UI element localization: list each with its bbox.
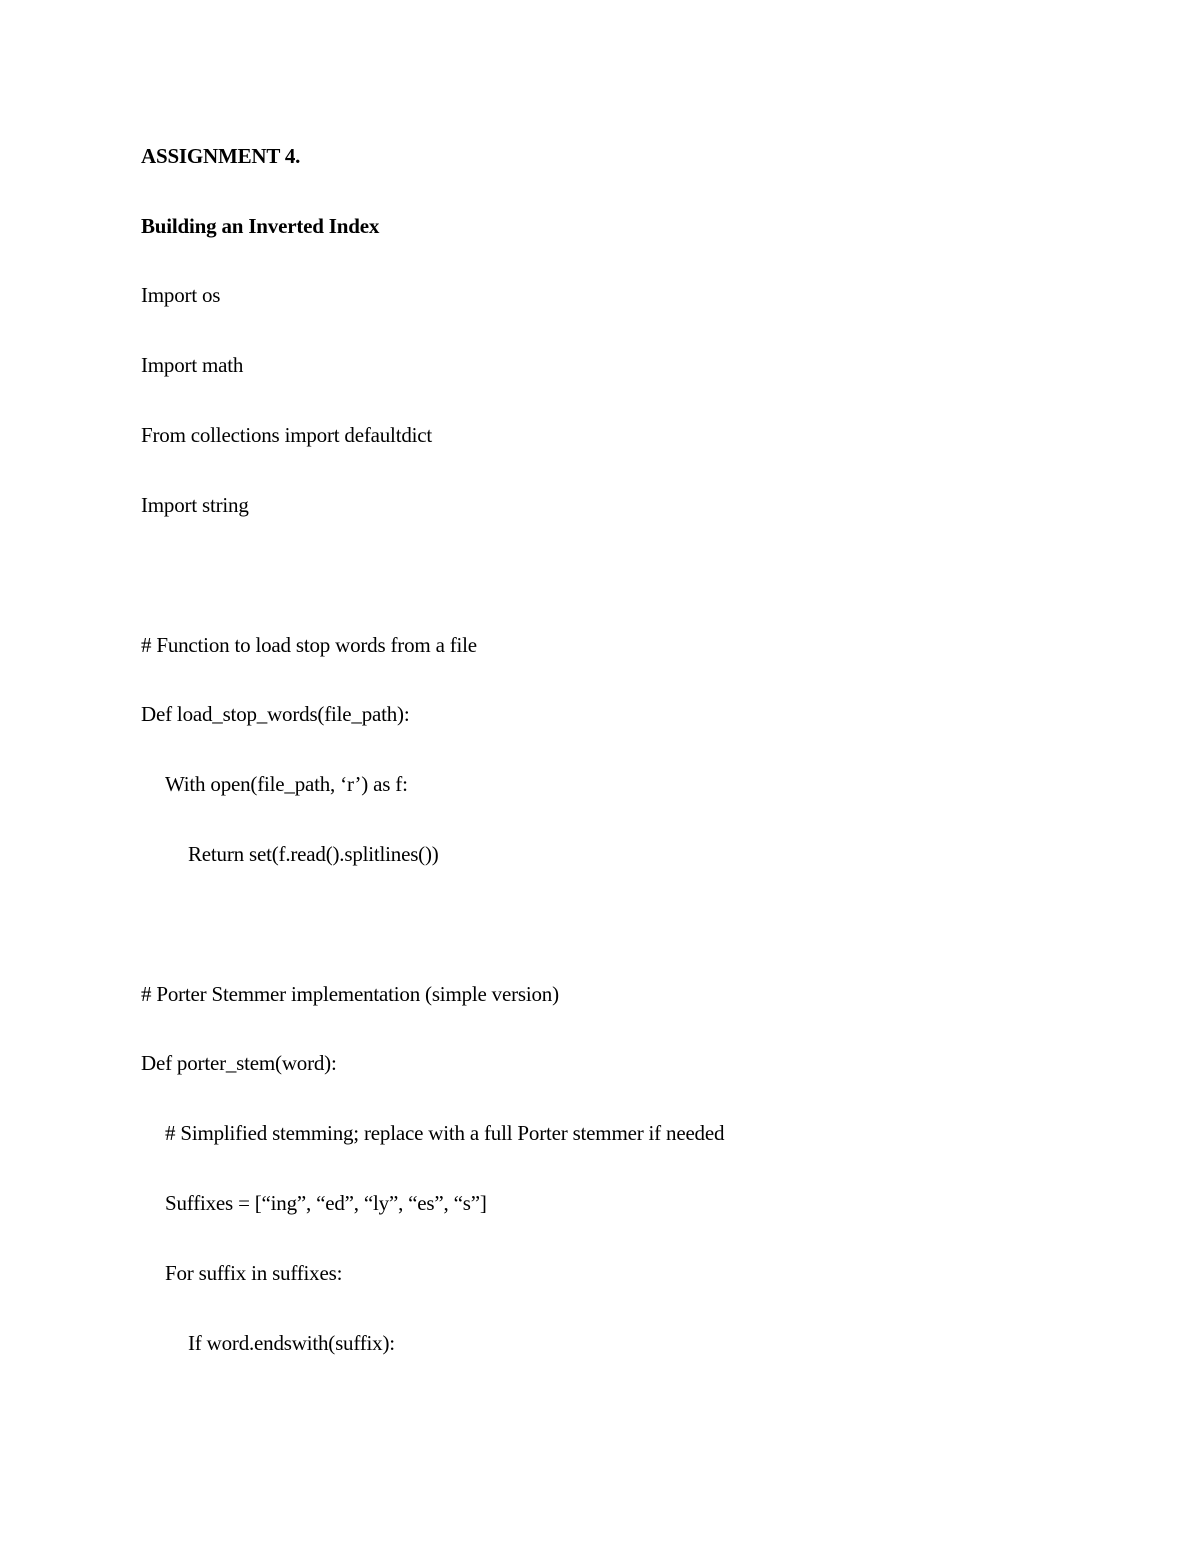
- code-line: If word.endswith(suffix):: [188, 1331, 395, 1355]
- code-line: Suffixes = [“ing”, “ed”, “ly”, “es”, “s”]: [165, 1191, 487, 1215]
- code-line: Def load_stop_words(file_path):: [141, 702, 410, 726]
- code-line: Def porter_stem(word):: [141, 1051, 337, 1075]
- code-line: Import math: [141, 353, 244, 377]
- code-comment: # Porter Stemmer implementation (simple version): [141, 982, 559, 1006]
- code-line: Import os: [141, 283, 221, 307]
- code-line: With open(file_path, ‘r’) as f:: [165, 772, 408, 796]
- code-line: Return set(f.read().splitlines()): [188, 842, 439, 866]
- assignment-title: ASSIGNMENT 4.: [141, 144, 301, 168]
- code-line: For suffix in suffixes:: [165, 1261, 343, 1285]
- code-line: Import string: [141, 493, 249, 517]
- code-line: From collections import defaultdict: [141, 423, 433, 447]
- code-comment: # Simplified stemming; replace with a full Porter stemmer if needed: [165, 1121, 725, 1145]
- code-comment: # Function to load stop words from a file: [141, 633, 477, 657]
- section-heading: Building an Inverted Index: [141, 214, 380, 238]
